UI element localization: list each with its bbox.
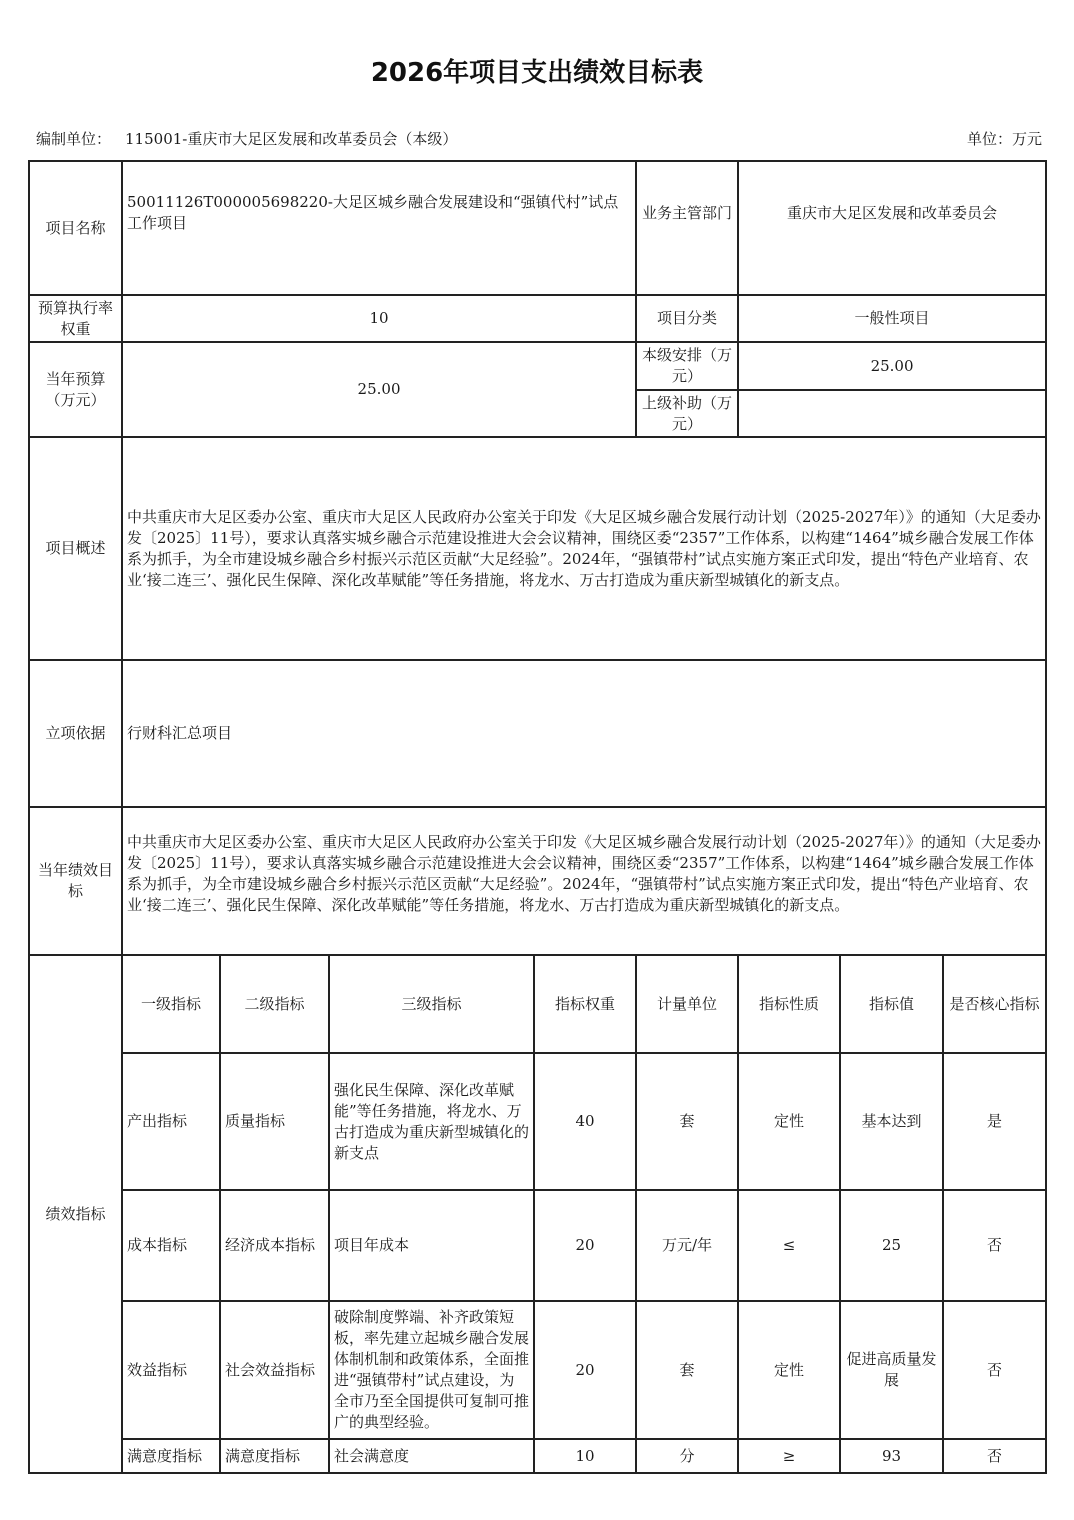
indicator-unit: 万元/年: [636, 1190, 738, 1301]
col-header-core: 是否核心指标: [943, 955, 1046, 1053]
indicator-header-row: [29, 955, 1046, 1053]
col-header-level3: 三级指标: [329, 955, 534, 1053]
page-title: 2026年项目支出绩效目标表: [370, 58, 704, 88]
indicator-level2: 经济成本指标: [220, 1190, 329, 1301]
exec-rate-label: 预算执行率权重: [29, 295, 122, 342]
indicator-level1: 产出指标: [122, 1053, 220, 1190]
goal-label: 当年绩效目标: [29, 807, 122, 955]
project-name-label: 项目名称: [29, 161, 122, 295]
budget-label: 当年预算（万元）: [29, 342, 122, 437]
col-header-weight: 指标权重: [534, 955, 636, 1053]
indicator-value: 促进高质量发展: [840, 1301, 943, 1439]
indicator-core: 否: [943, 1439, 1046, 1473]
indicator-level2: 满意度指标: [220, 1439, 329, 1473]
indicator-level1: 满意度指标: [122, 1439, 220, 1473]
row-overview: [29, 437, 1046, 660]
col-header-unit: 计量单位: [636, 955, 738, 1053]
row-budget-local: [29, 342, 1046, 390]
compiling-unit-value: 115001-重庆市大足区发展和改革委员会（本级）: [125, 130, 458, 148]
dept-value: 重庆市大足区发展和改革委员会: [738, 161, 1046, 295]
indicator-level1: 效益指标: [122, 1301, 220, 1439]
currency-unit: 单位：万元: [966, 130, 1042, 148]
row-goal: [29, 807, 1046, 955]
row-exec-rate: [29, 295, 1046, 342]
indicator-nature: 定性: [738, 1301, 840, 1439]
indicator-core: 是: [943, 1053, 1046, 1190]
col-header-value: 指标值: [840, 955, 943, 1053]
local-label: 本级安排（万元）: [636, 342, 738, 390]
local-value: 25.00: [738, 342, 1046, 390]
project-name-value: 50011126T000005698220-大足区城乡融合发展建设和“强镇代村”试点工作项目: [122, 161, 636, 295]
indicator-value: 93: [840, 1439, 943, 1473]
indicator-row: [29, 1190, 1046, 1301]
row-project-name: [29, 161, 1046, 295]
row-basis: [29, 660, 1046, 807]
indicator-level3: 社会满意度: [329, 1439, 534, 1473]
indicator-level3: 项目年成本: [329, 1190, 534, 1301]
indicator-core: 否: [943, 1190, 1046, 1301]
indicator-level1: 成本指标: [122, 1190, 220, 1301]
indicator-unit: 套: [636, 1301, 738, 1439]
indicator-level2: 社会效益指标: [220, 1301, 329, 1439]
col-header-level1: 一级指标: [122, 955, 220, 1053]
indicator-row: [29, 1439, 1046, 1473]
indicator-weight: 10: [534, 1439, 636, 1473]
basis-label: 立项依据: [29, 660, 122, 807]
dept-label: 业务主管部门: [636, 161, 738, 295]
indicator-row: [29, 1053, 1046, 1190]
indicator-core: 否: [943, 1301, 1046, 1439]
indicator-nature: 定性: [738, 1053, 840, 1190]
indicator-unit: 套: [636, 1053, 738, 1190]
indicator-weight: 40: [534, 1053, 636, 1190]
col-header-nature: 指标性质: [738, 955, 840, 1053]
indicator-value: 25: [840, 1190, 943, 1301]
indicator-level3: 破除制度弊端、补齐政策短板，率先建立起城乡融合发展体制机制和政策体系，全面推进“强镇带村”试点建设，为全市乃至全国提供可复制可推广的典型经验。: [329, 1301, 534, 1439]
overview-label: 项目概述: [29, 437, 122, 660]
indicator-value: 基本达到: [840, 1053, 943, 1190]
category-value: 一般性项目: [738, 295, 1046, 342]
indicator-unit: 分: [636, 1439, 738, 1473]
basis-value: 行财科汇总项目: [122, 660, 1046, 807]
indicator-weight: 20: [534, 1190, 636, 1301]
upper-value: [738, 390, 1046, 437]
indicator-nature: ≤: [738, 1190, 840, 1301]
budget-value: 25.00: [122, 342, 636, 437]
category-label: 项目分类: [636, 295, 738, 342]
exec-rate-value: 10: [122, 295, 636, 342]
indicator-nature: ≥: [738, 1439, 840, 1473]
goal-value: 中共重庆市大足区委办公室、重庆市大足区人民政府办公室关于印发《大足区城乡融合发展行动计划（2025-2027年）》的通知（大足委办发〔2025〕11号），要求认真落实城乡融合示范建设推进大会会议精神，围绕区委“2357”工作体系，以构建“1464”城乡融合发展工作体系为抓手，为全市建设城乡融合乡村振兴示范区贡献“大足经验”。2024年，“强镇带村”试点实施方案正式印发，提出“特色产业培育、农业‘接二连三’、强化民生保障、深化改革赋能”等任务措施，将龙水、万古打造成为重庆新型城镇化的新支点。: [122, 807, 1046, 955]
compiling-unit-label: 编制单位：: [36, 130, 112, 148]
indicator-level3: 强化民生保障、深化改革赋能”等任务措施，将龙水、万古打造成为重庆新型城镇化的新支点: [329, 1053, 534, 1190]
indicator-row: [29, 1301, 1046, 1439]
indicator-weight: 20: [534, 1301, 636, 1439]
upper-label: 上级补助（万元）: [636, 390, 738, 437]
indicator-level2: 质量指标: [220, 1053, 329, 1190]
compiling-unit: [36, 128, 457, 149]
performance-target-table: [28, 160, 1047, 1474]
indicators-section-label: 绩效指标: [29, 955, 122, 1473]
col-header-level2: 二级指标: [220, 955, 329, 1053]
overview-value: 中共重庆市大足区委办公室、重庆市大足区人民政府办公室关于印发《大足区城乡融合发展行动计划（2025-2027年）》的通知（大足委办发〔2025〕11号），要求认真落实城乡融合示范建设推进大会会议精神，围绕区委“2357”工作体系，以构建“1464”城乡融合发展工作体系为抓手，为全市建设城乡融合乡村振兴示范区贡献“大足经验”。2024年，“强镇带村”试点实施方案正式印发，提出“特色产业培育、农业‘接二连三’、强化民生保障、深化改革赋能”等任务措施，将龙水、万古打造成为重庆新型城镇化的新支点。: [122, 437, 1046, 660]
